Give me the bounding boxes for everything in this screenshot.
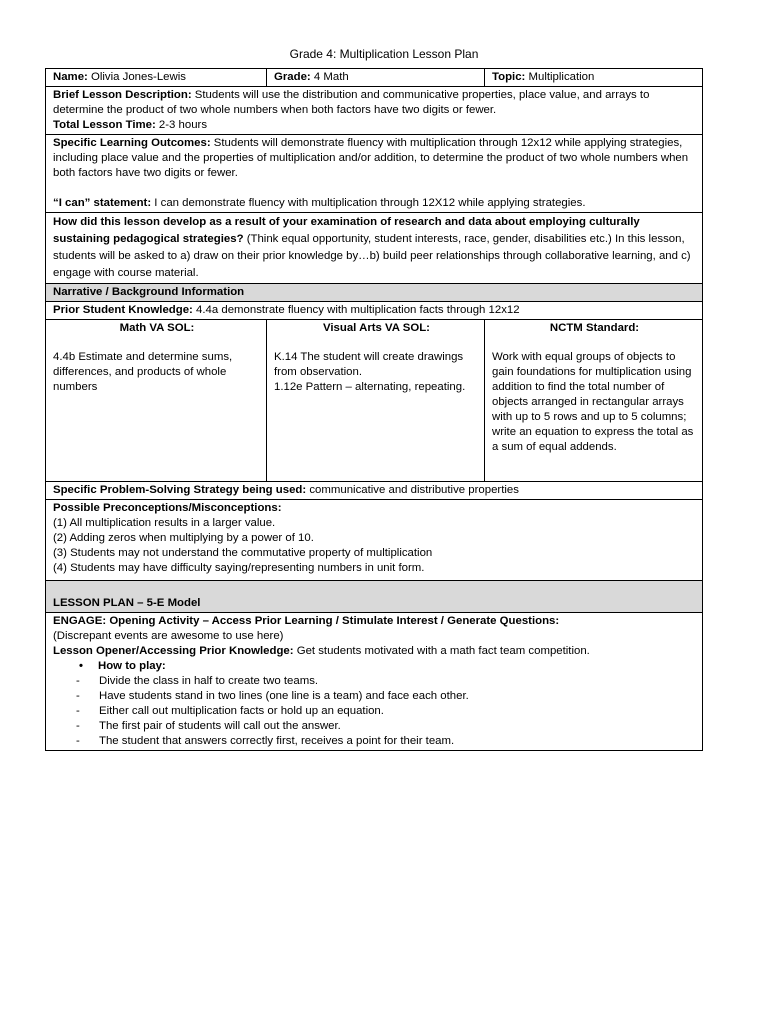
prior-label: Prior Student Knowledge:: [53, 304, 193, 316]
brief-text: Students will use the distribution and communicative properties, place value, and arrays to determine the product of two whole numbers when both factors have two digits or fewer.: [53, 89, 650, 116]
nctm-text: Work with equal groups of objects to gain foundations for multiplication using addition to find the total number of objects arranged in rectangular arrays with up to 5 rows and up to 5 columns; write an equation to express the total as a sum of equal addends.: [492, 351, 694, 453]
art-sol-line1: K.14 The student will create drawings from observation.: [274, 351, 464, 378]
culture-section: [46, 212, 702, 283]
prior-text: 4.4a demonstrate fluency with multiplication facts through 12x12: [196, 304, 520, 316]
header-row: [46, 69, 702, 86]
name-label: Name:: [53, 71, 88, 83]
list-item: - The student that answers correctly first, receives a point for their team.: [99, 734, 697, 749]
outcomes-label: Specific Learning Outcomes:: [53, 137, 211, 149]
art-sol-title: Visual Arts VA SOL:: [323, 322, 430, 334]
math-sol-cell: [46, 320, 266, 481]
culture-text: (Think equal opportunity, student interests, race, gender, disabilities etc.) In this lesson, students will be asked to a) draw on their prior knowledge by…b) build peer relationships through collaborative learning, and c) engage with course material.: [53, 233, 691, 279]
nctm-title: NCTM Standard:: [549, 322, 640, 334]
misconception-item: (3) Students may not understand the commutative property of multiplication: [53, 547, 433, 559]
ican-text: I can demonstrate fluency with multiplication through 12X12 while applying strategies.: [154, 197, 586, 209]
ican-label: “I can” statement:: [53, 197, 152, 209]
strategy-row: [46, 481, 702, 499]
misconceptions-label: Possible Preconceptions/Misconceptions:: [53, 502, 282, 514]
engage-section: [46, 612, 702, 750]
opener-label: Lesson Opener/Accessing Prior Knowledge:: [53, 645, 294, 657]
misconceptions-section: [46, 499, 702, 580]
list-item: - Have students stand in two lines (one line is a team) and face each other.: [99, 689, 697, 704]
lesson-plan-table: [45, 68, 703, 751]
math-sol-text: 4.4b Estimate and determine sums, differences, and products of whole numbers: [53, 351, 233, 393]
how-to-play-list: [53, 659, 697, 674]
lesson-time-value: 2-3 hours: [158, 119, 208, 131]
list-item: - Divide the class in half to create two teams.: [99, 674, 697, 689]
nctm-cell: [484, 320, 702, 481]
document-title: Grade 4: Multiplication Lesson Plan: [289, 47, 479, 61]
name-value: Olivia Jones-Lewis: [91, 71, 186, 83]
grade-value: 4 Math: [313, 71, 349, 83]
topic-label: Topic:: [492, 71, 526, 83]
art-sol-line2: 1.12e Pattern – alternating, repeating.: [274, 381, 466, 393]
learning-outcomes-section: [46, 134, 702, 212]
brief-label: Brief Lesson Description:: [53, 89, 192, 101]
strategy-label: Specific Problem-Solving Strategy being used:: [53, 484, 307, 496]
steps-list: [53, 674, 697, 749]
opener-text: Get students motivated with a math fact team competition.: [296, 645, 590, 657]
strategy-text: communicative and distributive properties: [309, 484, 519, 496]
standards-row: [46, 319, 702, 481]
outcomes-text: Students will demonstrate fluency with multiplication through 12x12 while applying strategies, including place value and the properties of multiplication and/or addition, to determine the product of two whole numbers when both factors have two digits or fewer.: [53, 137, 689, 179]
grade-label: Grade:: [274, 71, 311, 83]
topic-cell: [484, 69, 702, 86]
math-sol-title: Math VA SOL:: [119, 322, 195, 334]
narrative-heading: Narrative / Background Information: [46, 283, 702, 301]
list-item: - Either call out multiplication facts or hold up an equation.: [99, 704, 697, 719]
misconception-item: (4) Students may have difficulty saying/representing numbers in unit form.: [53, 562, 425, 574]
how-to-play-label: • How to play:: [98, 659, 697, 674]
topic-value: Multiplication: [528, 71, 595, 83]
culture-question: How did this lesson develop as a result of your examination of research and data about employing culturally sustaining pedagogical strategies?: [53, 216, 640, 245]
name-cell: [46, 69, 266, 86]
list-item: - The first pair of students will call out the answer.: [99, 719, 697, 734]
prior-knowledge-row: [46, 301, 702, 319]
grade-cell: [266, 69, 484, 86]
engage-note: (Discrepant events are awesome to use here): [53, 630, 284, 642]
misconception-item: (1) All multiplication results in a larger value.: [53, 517, 276, 529]
art-sol-cell: [266, 320, 484, 481]
lesson-plan-heading: LESSON PLAN – 5-E Model: [46, 580, 702, 612]
engage-label: ENGAGE: Opening Activity – Access Prior Learning / Stimulate Interest / Generate Questions:: [53, 615, 560, 627]
lesson-time-label: Total Lesson Time:: [53, 119, 156, 131]
misconception-item: (2) Adding zeros when multiplying by a power of 10.: [53, 532, 314, 544]
brief-description-section: [46, 86, 702, 134]
